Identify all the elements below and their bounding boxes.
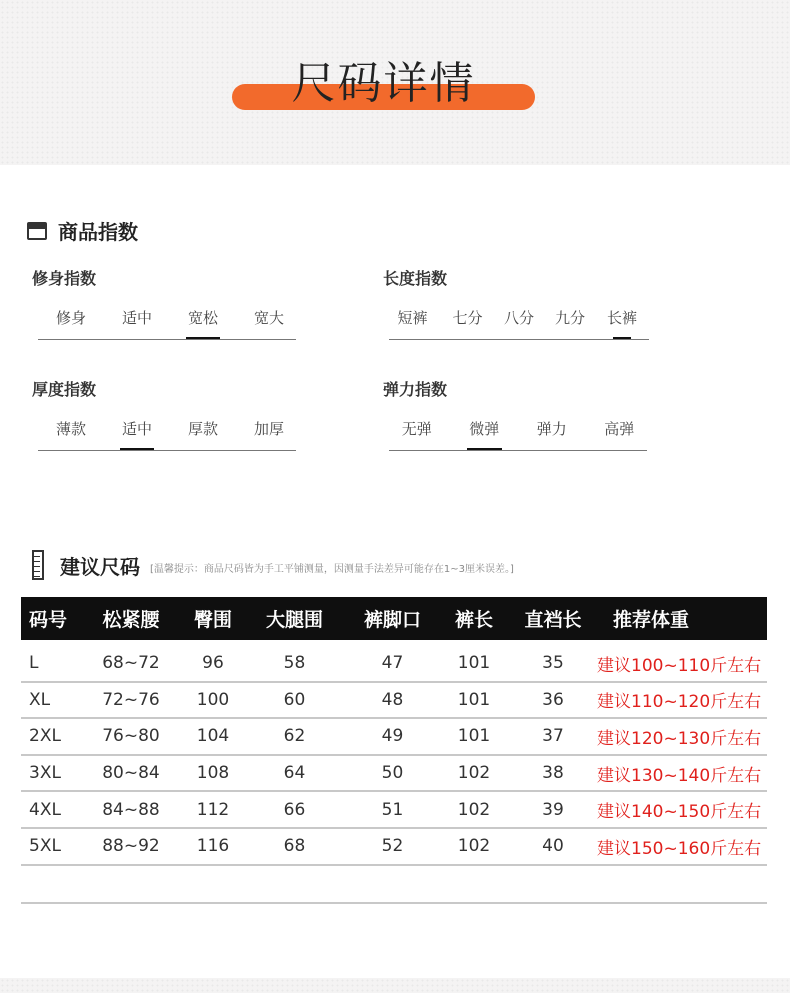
cell-thigh: 68 [283,836,306,857]
fit-index-options [38,307,302,337]
page-title: 尺码详情 [291,58,476,109]
option-selected: 宽松 [170,307,236,337]
length-index [383,266,653,327]
cell-thigh: 66 [283,799,306,820]
cell-weight: 建议110~120斤左右 [597,692,762,713]
cell-rise: 38 [542,763,564,784]
cell-weight: 建议120~130斤左右 [597,728,762,749]
cell-waist: 68~72 [102,653,160,674]
cell-rise: 39 [542,799,564,820]
header-hip: 臀围 [193,609,232,631]
cell-leg-opening: 50 [381,763,404,784]
cell-length: 101 [457,689,491,710]
table-header [21,597,767,640]
cell-hip: 96 [202,653,224,674]
footer-band [0,978,790,993]
thickness-index-title: 厚度指数 [32,380,97,399]
option: 适中 [121,309,152,327]
option: 弹力 [536,420,567,438]
cell-hip: 100 [196,689,230,710]
table-row [21,646,767,683]
option-selected: 长裤 [597,307,647,337]
header-length: 裤长 [454,609,493,631]
cell-leg-opening: 47 [381,653,404,674]
cell-thigh: 64 [283,763,306,784]
table-row [21,829,767,866]
table-row [21,683,767,720]
elasticity-index-title: 弹力指数 [383,380,448,399]
table-row [21,756,767,793]
cell-size: 4XL [29,799,61,820]
cell-thigh: 60 [283,689,306,710]
cell-leg-opening: 48 [381,689,404,710]
option: 加厚 [253,420,284,438]
elasticity-index-options [383,418,653,448]
length-index-options [385,307,653,337]
ruler-icon [32,550,44,580]
cell-length: 102 [457,763,491,784]
option: 九分 [554,309,585,327]
cell-leg-opening: 49 [381,726,404,747]
product-index-heading [27,216,138,245]
thickness-index-options [38,418,302,448]
header-leg-opening: 裤脚口 [363,609,421,631]
cell-hip: 104 [196,726,230,747]
option: 无弹 [401,420,432,438]
cell-leg-opening: 52 [381,836,404,857]
cell-length: 102 [457,799,491,820]
option: 宽大 [253,309,284,327]
size-heading-label: 建议尺码 [60,554,140,579]
option: 修身 [55,309,86,327]
thickness-index [32,377,302,438]
size-heading [32,550,514,580]
cell-length: 101 [457,726,491,747]
cell-weight: 建议100~110斤左右 [597,655,762,676]
option: 薄款 [55,420,86,438]
cell-length: 101 [457,653,491,674]
option: 七分 [452,309,483,327]
cell-rise: 37 [542,726,564,747]
fit-index-title: 修身指数 [32,269,97,288]
option: 八分 [503,309,534,327]
option: 短裤 [397,309,428,327]
cell-waist: 84~88 [102,799,160,820]
calendar-icon [27,222,47,240]
divider [38,450,296,451]
cell-size: L [29,653,39,674]
cell-weight: 建议130~140斤左右 [597,765,762,786]
elasticity-index [383,377,653,438]
cell-weight: 建议150~160斤左右 [597,838,762,859]
cell-size: 5XL [29,836,61,857]
cell-size: XL [29,689,51,710]
cell-waist: 76~80 [102,726,160,747]
cell-rise: 40 [542,836,564,857]
header-size: 码号 [29,609,68,631]
option: 厚款 [187,420,218,438]
fit-index [32,266,302,327]
cell-size: 2XL [29,726,61,747]
cell-leg-opening: 51 [381,799,404,820]
cell-length: 102 [457,836,491,857]
cell-hip: 112 [196,799,230,820]
cell-waist: 72~76 [102,689,160,710]
cell-thigh: 62 [283,726,306,747]
product-index-label: 商品指数 [58,220,138,244]
cell-thigh: 58 [283,653,306,674]
cell-size: 3XL [29,763,61,784]
option-selected: 适中 [104,418,170,448]
header-thigh: 大腿围 [265,609,323,631]
cell-rise: 35 [542,653,564,674]
table-row [21,792,767,829]
cell-waist: 88~92 [102,836,160,857]
header-rise: 直裆长 [524,609,582,631]
divider [389,339,649,340]
divider [38,339,296,340]
option: 高弹 [604,420,635,438]
cell-hip: 116 [196,836,230,857]
cell-weight: 建议140~150斤左右 [597,802,762,823]
table-row-empty [21,866,767,904]
table-row [21,719,767,756]
header-weight: 推荐体重 [613,609,690,631]
size-table [21,597,767,904]
measurement-note: [温馨提示：商品尺码皆为手工平铺测量，因测量手法差异可能存在1~3厘米误差。] [150,563,514,575]
cell-hip: 108 [196,763,230,784]
option-selected: 微弹 [451,418,519,448]
header-waist: 松紧腰 [102,609,160,631]
divider [389,450,647,451]
length-index-title: 长度指数 [383,269,448,288]
cell-rise: 36 [542,689,564,710]
cell-waist: 80~84 [102,763,160,784]
